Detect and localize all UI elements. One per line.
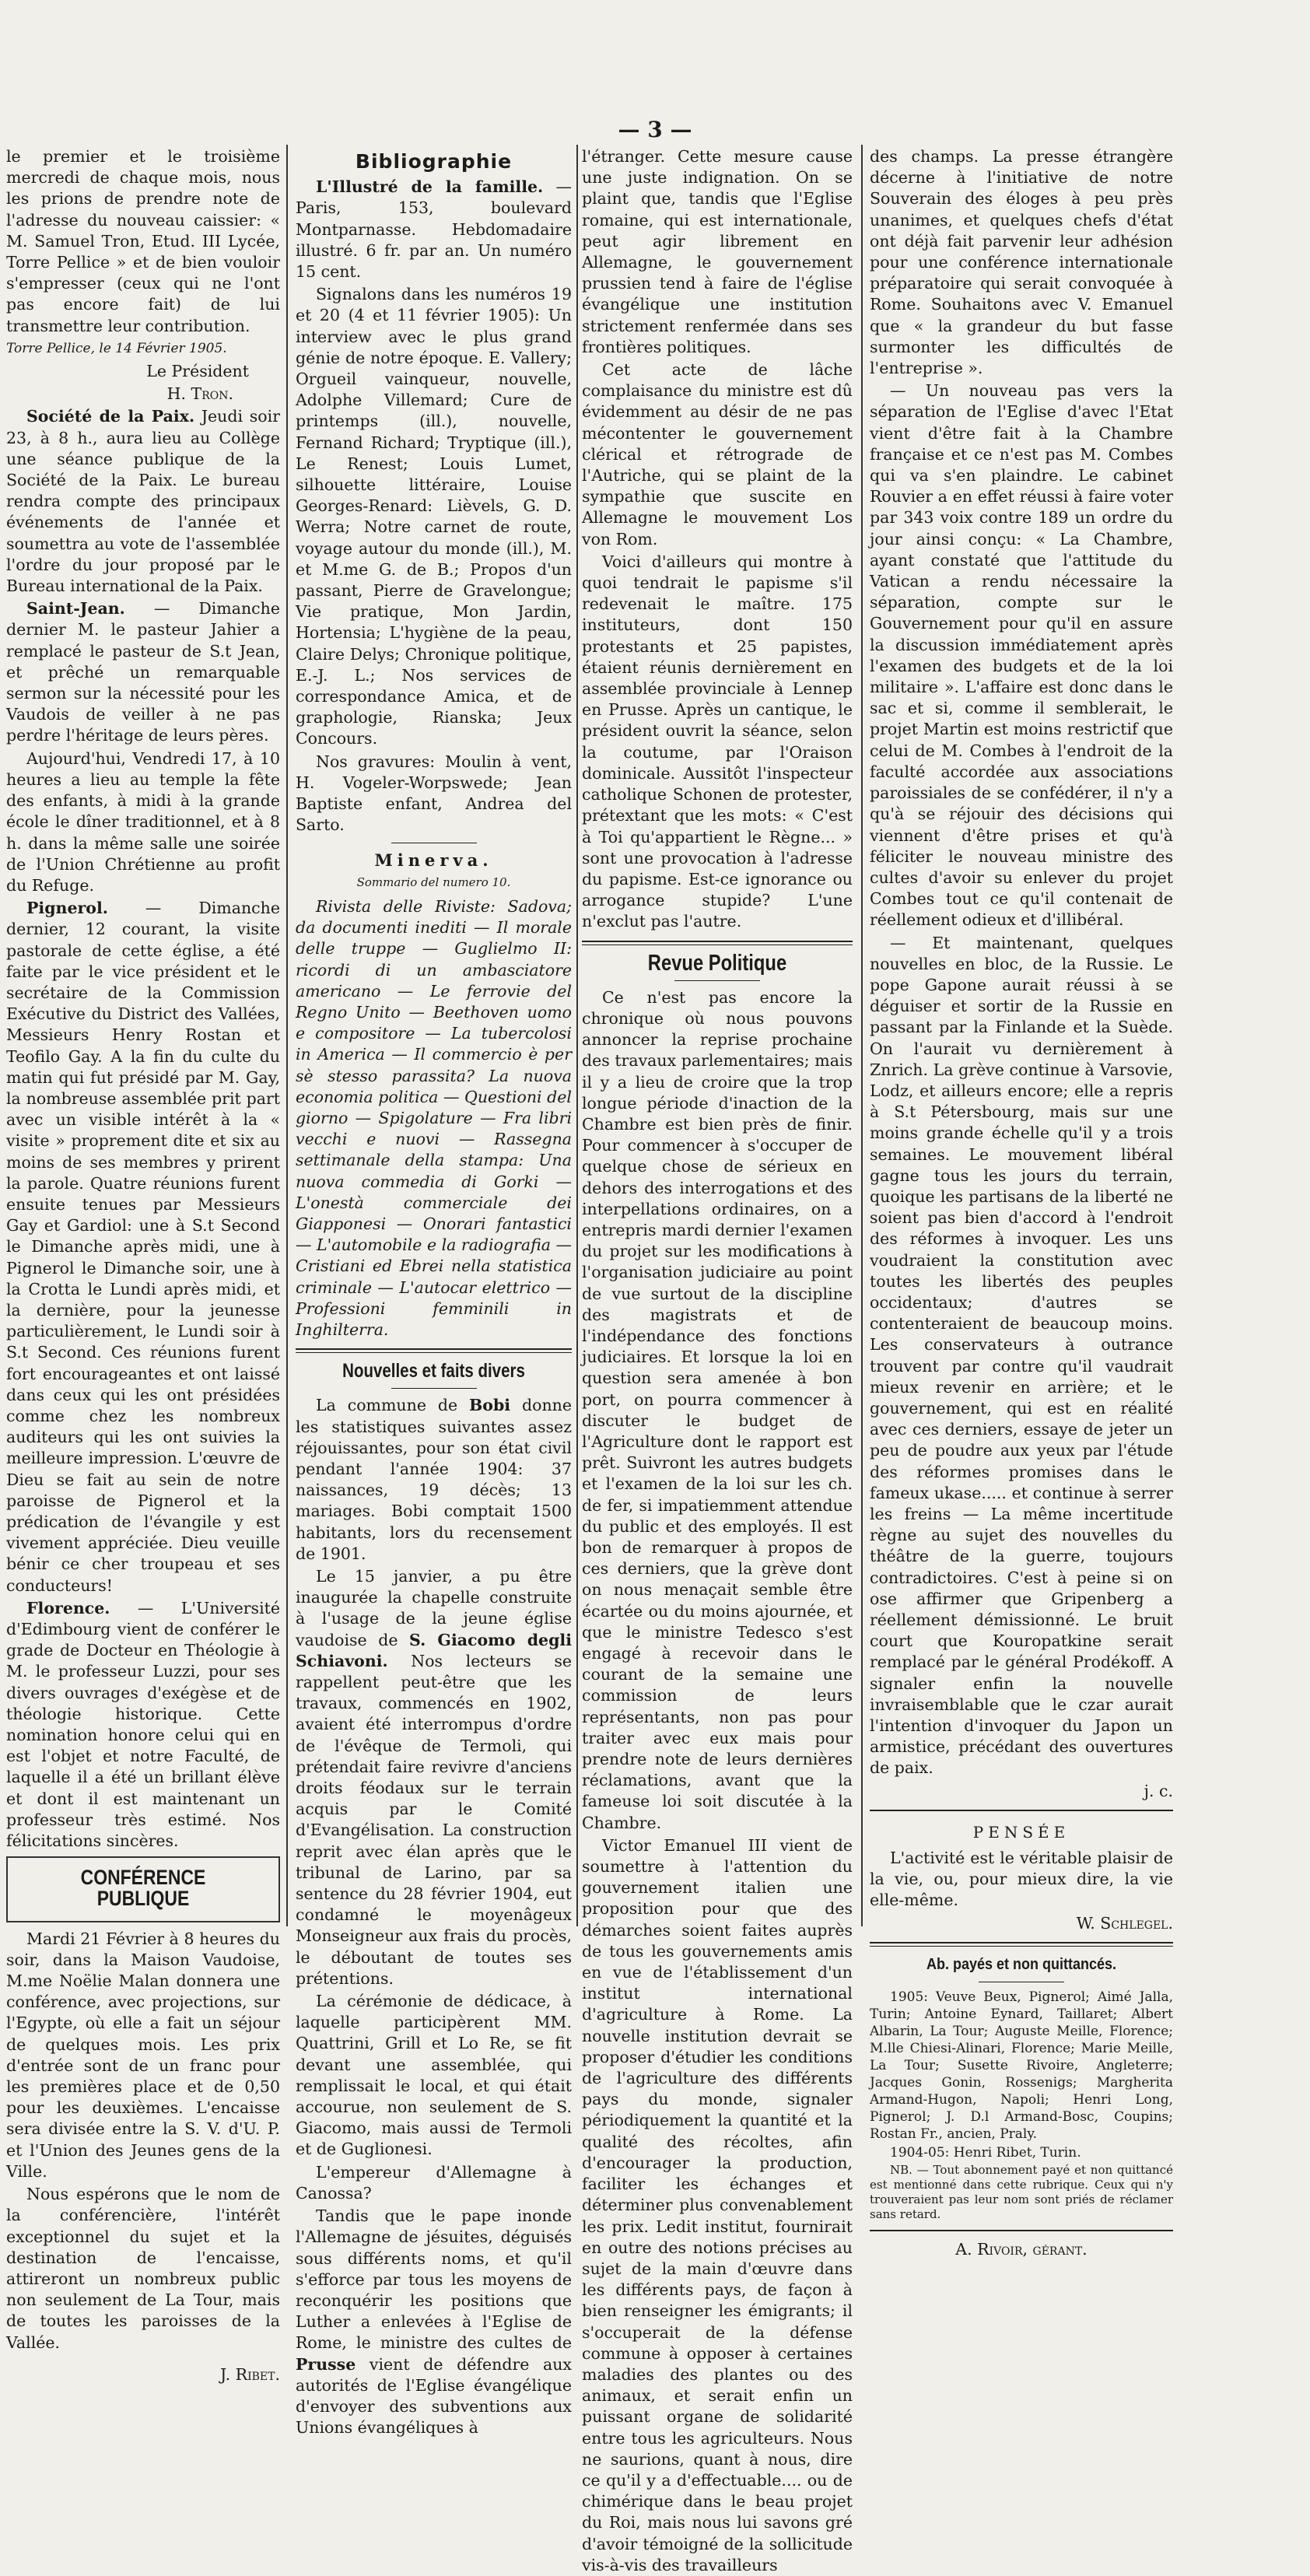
paragraph: Nos gravures: Moulin à vent, H. Vogeler-Worpswede; Jean Baptiste enfant, Andrea del Sarto. [296, 752, 572, 835]
paragraph: Mardi 21 Février à 8 heures du soir, dans la Maison Vaudoise, M.me Noëlie Malan donnera une conférence, avec projections, sur l'Egypte, où elle a fait un séjour de quelques mois. Les prix d'entrée sont de un franc pour les premières place et de 0,50 pour les deuxièmes. L'encaisse sera divisée entre la S. V. d'U. P. et l'Union des Jeunes gens de la Ville. [6, 1929, 280, 2181]
paragraph: Ce n'est pas encore la chronique où nous pouvons annoncer la reprise prochaine des travaux parlementaires; mais il y a lieu de croire que la trop longue période d'inaction de la Chambre est bien près de finir. Pour commencer à s'occuper de quelque chose de sérieux en dehors des interrogations et des interpellations ordinaires, on a entrepris mardi dernier l'examen du projet sur les modifications à l'organisation judiciaire au point de vue surtout de la discipline des magistrats et de l'indépendance des fonctions judiciaires. Et lorsque la loi en question sera amenée à bon port, on pourra commencer à discuter le budget de l'Agriculture dont le rapport est prêt. Suivront les autres budgets et l'examen de la loi sur les ch. de fer, si impatiemment attendue du public et des employés. Il est bon de remarquer à propos de ces derniers, que la grève dont on nous menaçait semble être écartée ou du moins ajournée, et que le ministre Tedesco s'est engagé à recevoir dans le courant de la semaine une commission de leurs représentants, non pas pour traiter avec eux mais pour prendre note de leurs dernières réclamations, avant que la fameuse loi soit discutée à la Chambre. [582, 987, 853, 1832]
paragraph: Rivista delle Riviste: Sadova; da documenti inediti — Il morale delle truppe — Guglielmo II: ricordi di un ambasciatore americano — Le ferrovie del Regno Unito — Beethoven uomo e compositore — La tubercolosi in America — Il commercio è per sè stesso parassita? La nuova economia politica — Questioni del giorno — Spigolature — Fra libri vecchi e nuovi — Rassegna settimanale della stampa: Una nuova commedia di Gorki — L'onestà commerciale dei Giapponesi — Onorari fantastici — L'automobile e la radiografia — Cristiani ed Ebrei nella statistica criminale — L'autocar elettrico — Professioni femminili in Inghilterra. [296, 896, 572, 1339]
note: NB. — Tout abonnement payé et non quittancé est mentionné dans cette rubrique. Ceux qui n'y trouveraient pas leur nom sont priés de réclamer sans retard. [870, 2163, 1173, 2222]
column-rule [576, 145, 578, 1926]
paragraph: le premier et le troisième mercredi de chaque mois, nous les prions de prendre note de l'adresse du nouveau caissier: « M. Samuel Tron, Etud. III Lycée, Torre Pellice » et de bien vouloir s'empresser (ceux qui ne l'ont pas encore fait) de lui transmettre leur contribution. [6, 147, 280, 335]
paragraph: Aujourd'hui, Vendredi 17, à 10 heures a lieu au temple la fête des enfants, à midi à la grande école le dîner traditionnel, et à 8 h. dans la même salle une soirée de l'Union Chrétienne au profit du Refuge. [6, 748, 280, 895]
paragraph: La cérémonie de dédicace, à laquelle participèrent MM. Quattrini, Grill et Lo Re, se fit devant une assemblée, qui remplissait le local, et qui était accourue, non seulement de S. Giacomo, mais aussi de Termoli et de Guglionesi. [296, 1992, 572, 2159]
quote: L'activité est le véritable plaisir de la vie, ou, pour mieux dire, la vie elle-même. [870, 1849, 1173, 1910]
paragraph: — Un nouveau pas vers la séparation de l'Eglise d'avec l'Etat vient d'être fait à la Chambre française et ce n'est pas M. Combes qui va s'en plaindre. Le cabinet Rouvier a en effet réussi à faire voter par 343 voix contre 189 un ordre du jour ainsi conçu: « La Chambre, ayant constaté que l'attitude du Vatican a rendu nécessaire la séparation, compte sur le Gouvernement pour qu'il en assure la discussion immédiatement après l'examen des budgets et de la loi militaire ». L'affaire est donc dans le sac et si, comme il semblerait, le projet Martin est moins restrictif que celui de M. Combes à l'endroit de la faculté accordée aux associations paroissiales de se confédérer, il n'y a qu'à se réjouir des décisions qui viennent d'être prises et qu'à féliciter le nouveau ministre des cultes d'avoir su enlever du projet Combes tout ce qu'il contenait de réellement odieux et d'illibéral. [870, 381, 1173, 930]
section-title: Ab. payés et non quittancés. [926, 1955, 1117, 1973]
page-number: — 3 — [618, 117, 692, 142]
gerant: A. Rivoir, gérant. [955, 2240, 1088, 2259]
divider [870, 1810, 1173, 1811]
column-1 [6, 146, 280, 2384]
column-2 [296, 146, 572, 2438]
paragraph: Signalons dans les numéros 19 et 20 (4 et 11 février 1905): Un interview avec le plus grand génie de notre époque. E. Vallery; Orgueil vainqueur, nouvelle, Adolphe Villemard; Cure de printemps (ill.), nouvelle, Fernand Richard; Tryptique (ill.), Le Renest; Louis Lumet, silhouette littéraire, Louise Georges-Renard: Lièvels, G. D. Werra; Notre carnet de route, voyage autour du monde (ill.), M. et M.me G. de B.; Propos d'un passant, Pierre de Gravelongue; Vie pratique, Mon Jardin, Hortensia; L'hygiène de la peau, Claire Delys; Chronique politique, E.-J. L.; Nos services de correspondance Amica, et de graphologie, Rianska; Jeux Concours. [296, 285, 572, 748]
section-title: Nouvelles et faits divers [342, 1360, 525, 1383]
divider [870, 1942, 1173, 1947]
paragraph: des champs. La presse étrangère décerne à l'initiative de notre Souverain des éloges à peu près unanimes, et quelques chefs d'état ont déjà fait parvenir leur adhésion pour une conférence internationale préparatoire qui serait convoquée à Rome. Souhaitons avec V. Emanuel que « la grandeur du but fasse surmonter les difficultés de l'entreprise ». [870, 147, 1173, 378]
conference-box [6, 1856, 280, 1922]
conference-title: CONFÉRENCE PUBLIQUE [80, 1866, 206, 1911]
subscribers-list: 1904-05: Henri Ribet, Turin. [890, 2145, 1081, 2161]
news-paix: Société de la Paix. Jeudi soir 23, à 8 h., aura lieu au Collège une séance publique de la Société de la Paix. Le bureau rendra compte des principaux événements de l'année et soumettra au vote de l'assemblée l'ordre du jour proposé par le Bureau international de la Paix. [6, 407, 280, 596]
section-title: Bibliographie [355, 150, 513, 173]
paragraph: Cet acte de lâche complaisance du ministre est dû évidemment au désir de ne pas mécontenter le gouvernement clérical et rétrograde de l'Autriche, qui se plaint de la sympathie que suscite en Allemagne le mouvement Los von Rom. [582, 360, 853, 548]
news-florence: Florence. — L'Université d'Edimbourg vient de conférer le grade de Docteur en Théologie à M. le professeur Luzzi, pour ses divers ouvrages d'exégèse et de théologie historique. Cette nomination honore celui qui en est l'objet et notre Faculté, de laquelle il a été un brillant élève et dont il est maintenant un professeur très estimé. Nos félicitations sincères. [6, 1598, 280, 1851]
dateline: Torre Pellice, le 14 Février 1905. [6, 340, 227, 356]
divider [296, 1348, 572, 1353]
column-rule [286, 145, 288, 1926]
column-3 [582, 146, 853, 2574]
news-heading: L'empereur d'Allemagne à Canossa? [296, 2162, 572, 2203]
paragraph: Nous espérons que le nom de la conférencière, l'intérêt exceptionnel du sujet et la destination de l'encaisse, attireront un nombreux public non seulement de La Tour, mais de toutes les paroisses de la Vallée. [6, 2185, 280, 2352]
section-subtitle: Sommario del numero 10. [356, 874, 511, 889]
signature-name: H. Tron. [166, 384, 233, 404]
divider [582, 941, 853, 945]
news-saint-jean: Saint-Jean. — Dimanche dernier M. le pasteur Jahier a remplacé le pasteur de S.t Jean, et prêché un remarquable sermon sur la nécessité pour les Vaudois de veiller à ne pas perdre l'héritage de leurs pères. [6, 599, 280, 745]
news-schiavoni: Le 15 janvier, a pu être inaugurée la chapelle construite à l'usage de la jeune église vaudoise de S. Giacomo degli Schiavoni. Nos lecteurs se rappellent peut-être que les travaux, commencés en 1902, avaient été interrompus d'ordre de l'évêque de Termoli, qui prétendait faire revivre d'anciens droits féodaux sur le terrain acquis par le Comité d'Evangélisation. La construction reprit avec élan après que le tribunal de Larino, par sa sentence du 28 février 1904, eut condamné le moyenâgeux Monseigneur aux frais du procès, le déboutant de toutes ses prétentions. [296, 1567, 572, 1988]
column-rule [861, 145, 863, 1926]
section-title: PENSÉE [972, 1822, 1070, 1842]
signature-role: Le Président [146, 362, 249, 381]
paragraph: Victor Emanuel III vient de soumettre à l'attention du gouvernement italien une proposition pour que des démarches soient faites auprès de tous les gouvernements amis en vue de l'établissement d'un institut international d'agriculture à Rome. La nouvelle institution devrait se proposer d'étudier les conditions de l'agriculture des différents pays du monde, signaler périodiquement la quantité et la qualité des récoltes, afin d'encourager la production, faciliter les échanges et déterminer plus convenablement les prix. Ledit institut, fournirait en outre des notions précises au sujet de la main d'œuvre dans les différents pays, de façon à bien renseigner les émigrants; il s'occuperait de la défense commune à opposer à certaines maladies des plantes ou des animaux, et serait enfin un puissant organe de solidarité entre tous les agriculteurs. Nous ne saurions, quant à nous, dire ce qu'il y a d'effectuable.... ou de chimérique dans le beau projet du Roi, mais nous lui savons gré d'avoir témoigné de la sollicitude vis-à-vis des travailleurs [582, 1835, 853, 2574]
subscribers-list: 1905: Veuve Beux, Pignerol; Aimé Jalla, Turin; Antoine Eynard, Taillaret; Albert Albarin, La Tour; Auguste Meille, Florence; M.lle Chiesi-Alinari, Florence; Marie Meille, La Tour; Susette Rivoire, Angleterre; Jacques Gonin, Rossenigs; Margherita Armand-Hugon, Napoli; Henri Long, Pignerol; J. D.l Armand-Bosc, Coupins; Rostan Fr., ancien, Praly. [870, 1989, 1173, 2143]
section-title: Minerva. [374, 850, 493, 870]
paragraph: Tandis que le pape inonde l'Allemagne de jésuites, déguisés sous différents noms, et qu'il s'efforce par tous les moyens de reconquérir les positions que Luther a enlevées à l'Eglise de Rome, le ministre des cultes de Prusse vient de défendre aux autorités de l'Eglise évangélique d'envoyer des subventions aux Unions évangéliques à [296, 2206, 572, 2438]
paragraph: l'étranger. Cette mesure cause une juste indignation. On se plaint que, tandis que l'Eglise romaine, qui est internationale, peut agir librement en Allemagne, le gouvernement prussien tend à faire de l'église évangélique une institution strictement renfermée dans ses frontières politiques. [582, 147, 853, 356]
paragraph: — Et maintenant, quelques nouvelles en bloc, de la Russie. Le pope Gapone aurait réussi à se déguiser et sortir de la Russie en passant par la Finlande et la Suède. On l'aurait vu dernièrement à Znrich. La grève continue à Varsovie, Lodz, et ailleurs encore; elle a repris à S.t Pétersbourg, mais sur une moins grande échelle qu'il y a trois semaines. Le mouvement libéral gagne tous les jours du terrain, quoique les partisans de la liberté ne soient pas bien d'accord à l'endroit des réformes à invoquer. Les uns voudraient la constitution avec toutes les libertés des peuples occidentaux; d'autres se contenteraient de beaucoup moins. Les conservateurs à outrance trouvent par contre qu'il vaudrait mieux revenir en arrière; et le gouvernement, qui est en réalité avec ces derniers, essaye de jeter un peu de poudre aux yeux par l'étude des réformes promises dans le fameux ukase..... et continue à serrer les freins — La même incertitude règne au sujet des nouvelles du théâtre de la guerre, toujours contradictoires. C'est à peine si on ose affirmer que Gripenberg a réellement démissionné. Le bruit court que Kouropatkine serait remplacé par le général Prodékoff. A signaler enfin la nouvelle invraisemblable que le czar aurait l'intention d'invoquer du Japon un armistice, précédant des ouvertures de paix. [870, 933, 1173, 1778]
divider [391, 1388, 477, 1389]
section-title: Revue Politique [647, 950, 787, 976]
signature: J. Ribet. [220, 2364, 280, 2384]
bibliography-entry: L'Illustré de la famille. — Paris, 153, boulevard Montparnasse. Hebdomadaire illustré. 6 fr. par an. Un numéro 15 cent. [296, 177, 572, 282]
paragraph: Voici d'ailleurs qui montre à quoi tendrait le papisme s'il redevenait le maître. 175 instituteurs, dont 150 protestants et 25 papistes, étaient réunis dernièrement en assemblée provinciale à Lennep en Prusse. Après un cantique, le président ouvrit la séance, selon la coutume, par l'Oraison dominicale. Aussitôt l'inspecteur catholique Schonen de protester, prétextant que les mots: « C'est à Toi qu'appartient le Règne... » sont une provocation à l'adresse du papisme. Est-ce ignorance ou arrogance stupide? L'une n'exclut pas l'autre. [582, 552, 853, 931]
signature: j. c. [1144, 1781, 1173, 1800]
news-pignerol: Pignerol. — Dimanche dernier, 12 courant, la visite pastorale de cette église, a été faite par le vice président et le secrétaire de la Commission Exécutive du District des Vallées, Messieurs Henry Rostan et Teofilo Gay. A la fin du culte du matin qui fut présidé par M. Gay, la nombreuse assemblée prit part avec un visible intérêt à la « visite » proprement dite et six au moins de ses membres y prirent la parole. Quatre réunions furent ensuite tenues par Messieurs Gay et Gardiol: une à S.t Second le Dimanche après midi, une à Pignerol le Dimanche soir, une à la Crotta le Lundi après midi, et la dernière, pour la jeunesse particulièrement, le Lundi soir à S.t Second. Ces réunions furent fort encourageantes et ont laissé dans ceux qui les ont présidées comme chez les nombreux auditeurs qui les ont suivies la meilleure impression. L'œuvre de Dieu se fait au sein de notre paroisse de Pignerol et la prédication de l'évangile y est vivement appréciée. Dieu veuille bénir ce cher troupeau et ses conducteurs! [6, 899, 280, 1595]
divider [674, 980, 760, 981]
divider [870, 2230, 1173, 2231]
quote-author: W. Schlegel. [1076, 1913, 1173, 1933]
column-4 [870, 146, 1173, 2259]
news-bobi: La commune de Bobi donne les statistiques suivantes assez réjouissantes, pour son état civil pendant l'année 1904: 37 naissances, 19 décès; 13 mariages. Bobi comptait 1500 habitants, lors du recensement de 1901. [296, 1396, 572, 1563]
